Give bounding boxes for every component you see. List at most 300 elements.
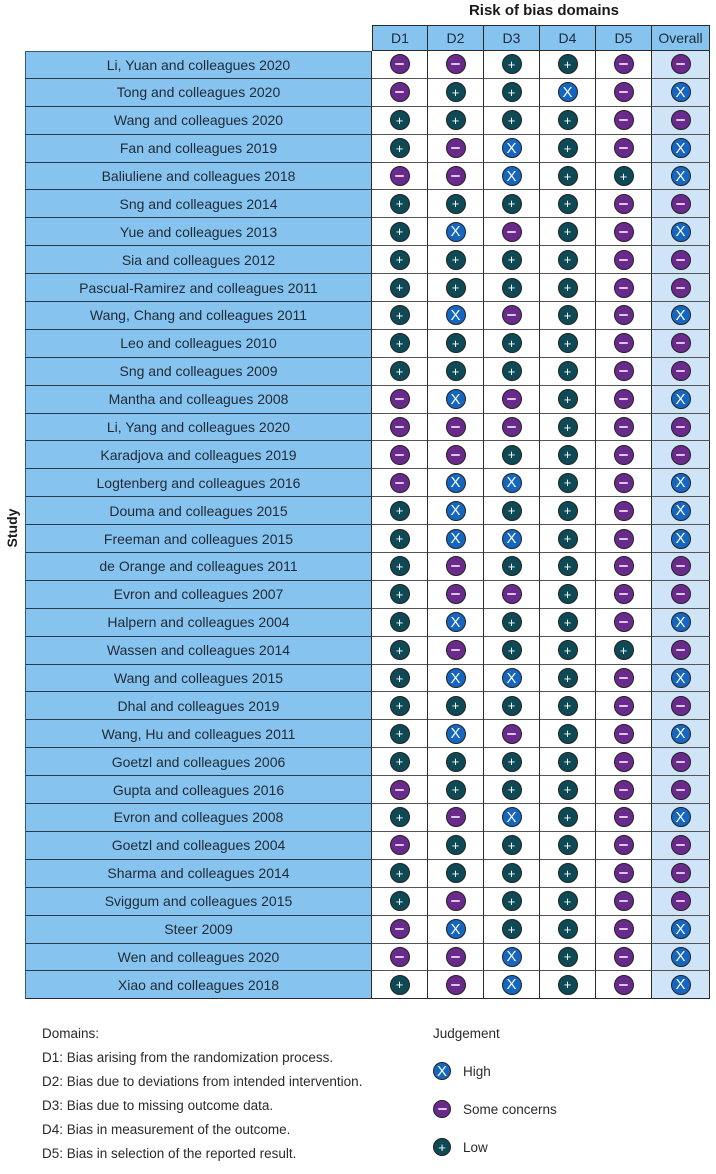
low-plus-icon: + (446, 250, 466, 270)
cell-d5 (596, 637, 652, 665)
some-concerns-minus-icon (433, 1100, 451, 1118)
some-concerns-minus-icon (446, 807, 466, 827)
low-plus-icon: + (558, 389, 578, 409)
high-x-icon: X (446, 529, 466, 549)
some-concerns-minus-icon (390, 445, 410, 465)
header-row (25, 25, 710, 51)
domain-description-d1: D1: Bias arising from the randomization process. (42, 1050, 334, 1065)
cell-d3 (484, 748, 540, 776)
cell-d4 (540, 246, 596, 274)
low-plus-icon: + (446, 333, 466, 353)
cell-d1 (372, 944, 428, 972)
study-name: Steer 2009 (25, 916, 372, 944)
table-row (25, 944, 710, 972)
cell-d2 (428, 888, 484, 916)
study-name: Wang and colleagues 2015 (25, 665, 372, 693)
cell-d1 (372, 441, 428, 469)
cell-d5 (596, 441, 652, 469)
cell-d2 (428, 79, 484, 107)
cell-overall (652, 330, 710, 358)
cell-d2 (428, 414, 484, 442)
some-concerns-minus-icon (614, 556, 634, 576)
cell-d1 (372, 581, 428, 609)
cell-d2 (428, 860, 484, 888)
some-concerns-minus-icon (614, 752, 634, 772)
cell-d1 (372, 218, 428, 246)
high-x-icon: X (446, 501, 466, 521)
high-x-icon: X (502, 473, 522, 493)
cell-d1 (372, 302, 428, 330)
some-concerns-minus-icon (390, 166, 410, 186)
high-x-icon: X (502, 975, 522, 995)
cell-d2 (428, 469, 484, 497)
low-plus-icon: + (558, 110, 578, 130)
some-concerns-minus-icon (671, 835, 691, 855)
cell-overall (652, 665, 710, 693)
cell-d3 (484, 497, 540, 525)
low-plus-icon: + (390, 110, 410, 130)
some-concerns-minus-icon (614, 54, 634, 74)
cell-d5 (596, 51, 652, 79)
some-concerns-minus-icon (502, 222, 522, 242)
cell-d4 (540, 107, 596, 135)
cell-d2 (428, 581, 484, 609)
low-plus-icon: + (558, 696, 578, 716)
low-plus-icon: + (558, 445, 578, 465)
some-concerns-minus-icon (671, 584, 691, 604)
high-x-icon: X (433, 1062, 451, 1080)
cell-d1 (372, 916, 428, 944)
table-row (25, 414, 710, 442)
cell-d5 (596, 944, 652, 972)
low-plus-icon: + (390, 138, 410, 158)
cell-overall (652, 916, 710, 944)
study-name: Dhal and colleagues 2019 (25, 692, 372, 720)
cell-overall (652, 386, 710, 414)
low-plus-icon: + (390, 361, 410, 381)
study-name: Li, Yang and colleagues 2020 (25, 414, 372, 442)
cell-d4 (540, 637, 596, 665)
cell-d2 (428, 665, 484, 693)
some-concerns-minus-icon (614, 361, 634, 381)
table-row (25, 358, 710, 386)
low-plus-icon: + (390, 668, 410, 688)
table-row (25, 51, 710, 79)
low-plus-icon: + (558, 166, 578, 186)
low-plus-icon: + (446, 696, 466, 716)
cell-overall (652, 358, 710, 386)
cell-d5 (596, 302, 652, 330)
cell-d2 (428, 748, 484, 776)
cell-d2 (428, 135, 484, 163)
cell-d2 (428, 832, 484, 860)
study-name: Goetzl and colleagues 2004 (25, 832, 372, 860)
cell-d5 (596, 720, 652, 748)
cell-overall (652, 414, 710, 442)
some-concerns-minus-icon (614, 668, 634, 688)
cell-d5 (596, 776, 652, 804)
judgement-legend (433, 1024, 557, 1174)
low-plus-icon: + (558, 807, 578, 827)
low-plus-icon: + (558, 278, 578, 298)
table-row (25, 665, 710, 693)
cell-d2 (428, 971, 484, 999)
cell-d4 (540, 218, 596, 246)
some-concerns-minus-icon (614, 473, 634, 493)
high-x-icon: X (671, 529, 691, 549)
cell-d3 (484, 916, 540, 944)
cell-d1 (372, 135, 428, 163)
cell-overall (652, 720, 710, 748)
some-concerns-minus-icon (390, 947, 410, 967)
cell-d2 (428, 246, 484, 274)
cell-d1 (372, 163, 428, 191)
some-concerns-minus-icon (446, 891, 466, 911)
cell-overall (652, 637, 710, 665)
study-name: Sviggum and colleagues 2015 (25, 888, 372, 916)
table-row (25, 246, 710, 274)
low-plus-icon: + (558, 473, 578, 493)
cell-d3 (484, 637, 540, 665)
low-plus-icon: + (433, 1138, 451, 1156)
some-concerns-minus-icon (614, 222, 634, 242)
some-concerns-minus-icon (614, 501, 634, 521)
study-name: Fan and colleagues 2019 (25, 135, 372, 163)
low-plus-icon: + (558, 250, 578, 270)
cell-d5 (596, 163, 652, 191)
some-concerns-minus-icon (446, 138, 466, 158)
cell-d4 (540, 581, 596, 609)
study-name: Yue and colleagues 2013 (25, 218, 372, 246)
study-name: de Orange and colleagues 2011 (25, 553, 372, 581)
study-name: Sia and colleagues 2012 (25, 246, 372, 274)
cell-d3 (484, 609, 540, 637)
cell-d5 (596, 860, 652, 888)
study-name: Sng and colleagues 2014 (25, 190, 372, 218)
cell-overall (652, 609, 710, 637)
low-plus-icon: + (446, 194, 466, 214)
study-name: Wen and colleagues 2020 (25, 944, 372, 972)
high-x-icon: X (671, 975, 691, 995)
some-concerns-minus-icon (502, 389, 522, 409)
study-name: Karadjova and colleagues 2019 (25, 441, 372, 469)
cell-d4 (540, 330, 596, 358)
cell-d3 (484, 971, 540, 999)
low-plus-icon: + (390, 752, 410, 772)
domain-description-d3: D3: Bias due to missing outcome data. (42, 1098, 274, 1113)
cell-d3 (484, 804, 540, 832)
column-header-d2: D2 (428, 25, 484, 51)
high-x-icon: X (446, 668, 466, 688)
cell-d4 (540, 190, 596, 218)
high-x-icon: X (446, 222, 466, 242)
cell-overall (652, 246, 710, 274)
cell-d3 (484, 414, 540, 442)
low-plus-icon: + (390, 556, 410, 576)
some-concerns-minus-icon (614, 584, 634, 604)
some-concerns-minus-icon (614, 333, 634, 353)
table-row (25, 497, 710, 525)
low-plus-icon: + (558, 752, 578, 772)
table-row (25, 79, 710, 107)
cell-d1 (372, 79, 428, 107)
cell-d3 (484, 525, 540, 553)
high-x-icon: X (671, 501, 691, 521)
cell-d4 (540, 609, 596, 637)
cell-overall (652, 776, 710, 804)
some-concerns-minus-icon (390, 919, 410, 939)
low-plus-icon: + (390, 529, 410, 549)
cell-d1 (372, 190, 428, 218)
cell-d5 (596, 692, 652, 720)
high-x-icon: X (671, 166, 691, 186)
low-plus-icon: + (446, 82, 466, 102)
cell-d4 (540, 832, 596, 860)
low-plus-icon: + (446, 835, 466, 855)
cell-d1 (372, 748, 428, 776)
low-plus-icon: + (558, 361, 578, 381)
cell-d3 (484, 190, 540, 218)
low-plus-icon: + (502, 835, 522, 855)
high-x-icon: X (502, 668, 522, 688)
some-concerns-minus-icon (671, 361, 691, 381)
cell-d4 (540, 497, 596, 525)
cell-d5 (596, 414, 652, 442)
cell-overall (652, 944, 710, 972)
cell-d4 (540, 692, 596, 720)
low-plus-icon: + (390, 863, 410, 883)
high-x-icon: X (446, 919, 466, 939)
cell-d4 (540, 302, 596, 330)
some-concerns-minus-icon (614, 110, 634, 130)
domains-legend-title: Domains: (42, 1026, 100, 1041)
cell-d4 (540, 916, 596, 944)
some-concerns-minus-icon (614, 724, 634, 744)
cell-d4 (540, 720, 596, 748)
table-row (25, 190, 710, 218)
high-x-icon: X (671, 807, 691, 827)
cell-d3 (484, 720, 540, 748)
low-plus-icon: + (558, 501, 578, 521)
cell-overall (652, 469, 710, 497)
cell-overall (652, 497, 710, 525)
some-concerns-minus-icon (671, 445, 691, 465)
some-concerns-minus-icon (502, 584, 522, 604)
low-plus-icon: + (558, 529, 578, 549)
cell-overall (652, 888, 710, 916)
cell-d5 (596, 497, 652, 525)
some-concerns-minus-icon (614, 305, 634, 325)
cell-d2 (428, 804, 484, 832)
high-x-icon: X (446, 473, 466, 493)
cell-d5 (596, 246, 652, 274)
table-row (25, 748, 710, 776)
high-x-icon: X (671, 138, 691, 158)
cell-d3 (484, 386, 540, 414)
table-row (25, 888, 710, 916)
cell-d2 (428, 637, 484, 665)
low-plus-icon: + (558, 919, 578, 939)
cell-d1 (372, 776, 428, 804)
low-plus-icon: + (390, 724, 410, 744)
low-plus-icon: + (502, 863, 522, 883)
legend-label-some-concerns: Some concerns (463, 1101, 557, 1117)
cell-d1 (372, 358, 428, 386)
some-concerns-minus-icon (671, 194, 691, 214)
cell-d3 (484, 832, 540, 860)
some-concerns-minus-icon (614, 975, 634, 995)
cell-d3 (484, 581, 540, 609)
low-plus-icon: + (390, 250, 410, 270)
study-name: Wassen and colleagues 2014 (25, 637, 372, 665)
cell-d1 (372, 246, 428, 274)
high-x-icon: X (671, 919, 691, 939)
some-concerns-minus-icon (390, 473, 410, 493)
low-plus-icon: + (558, 947, 578, 967)
study-name: Gupta and colleagues 2016 (25, 776, 372, 804)
low-plus-icon: + (558, 891, 578, 911)
cell-d4 (540, 665, 596, 693)
low-plus-icon: + (390, 333, 410, 353)
cell-d2 (428, 441, 484, 469)
low-plus-icon: + (558, 835, 578, 855)
cell-d1 (372, 804, 428, 832)
low-plus-icon: + (502, 445, 522, 465)
cell-d2 (428, 51, 484, 79)
high-x-icon: X (671, 668, 691, 688)
cell-d4 (540, 971, 596, 999)
study-name: Douma and colleagues 2015 (25, 497, 372, 525)
low-plus-icon: + (446, 278, 466, 298)
some-concerns-minus-icon (614, 417, 634, 437)
cell-d4 (540, 776, 596, 804)
low-plus-icon: + (390, 612, 410, 632)
judgement-legend-title: Judgement (433, 1026, 500, 1041)
some-concerns-minus-icon (614, 389, 634, 409)
cell-d5 (596, 107, 652, 135)
low-plus-icon: + (558, 612, 578, 632)
table-row (25, 637, 710, 665)
cell-overall (652, 218, 710, 246)
cell-d4 (540, 553, 596, 581)
cell-overall (652, 804, 710, 832)
table-row (25, 218, 710, 246)
cell-d3 (484, 246, 540, 274)
low-plus-icon: + (558, 640, 578, 660)
table-row (25, 581, 710, 609)
legend-label-high: High (463, 1063, 491, 1079)
low-plus-icon: + (614, 166, 634, 186)
high-x-icon: X (671, 305, 691, 325)
cell-d5 (596, 469, 652, 497)
low-plus-icon: + (390, 222, 410, 242)
high-x-icon: X (671, 612, 691, 632)
high-x-icon: X (502, 166, 522, 186)
cell-d4 (540, 79, 596, 107)
study-name: Sng and colleagues 2009 (25, 358, 372, 386)
low-plus-icon: + (502, 54, 522, 74)
cell-d4 (540, 944, 596, 972)
cell-d2 (428, 776, 484, 804)
cell-overall (652, 135, 710, 163)
cell-d3 (484, 441, 540, 469)
cell-overall (652, 190, 710, 218)
some-concerns-minus-icon (671, 54, 691, 74)
low-plus-icon: + (502, 250, 522, 270)
cell-d4 (540, 441, 596, 469)
column-header-d1: D1 (372, 25, 428, 51)
column-header-overall: Overall (652, 25, 710, 51)
cell-d1 (372, 860, 428, 888)
column-header-d5: D5 (596, 25, 652, 51)
low-plus-icon: + (558, 556, 578, 576)
some-concerns-minus-icon (614, 780, 634, 800)
some-concerns-minus-icon (671, 780, 691, 800)
low-plus-icon: + (502, 891, 522, 911)
study-name: Logtenberg and colleagues 2016 (25, 469, 372, 497)
low-plus-icon: + (558, 863, 578, 883)
legend-item-low (433, 1136, 557, 1158)
domain-description-d5: D5: Bias in selection of the reported result. (42, 1146, 297, 1161)
low-plus-icon: + (502, 278, 522, 298)
legend-label-low: Low (463, 1139, 488, 1155)
some-concerns-minus-icon (502, 724, 522, 744)
high-x-icon: X (671, 82, 691, 102)
cell-d3 (484, 163, 540, 191)
some-concerns-minus-icon (671, 278, 691, 298)
low-plus-icon: + (502, 110, 522, 130)
some-concerns-minus-icon (614, 919, 634, 939)
table-row (25, 441, 710, 469)
low-plus-icon: + (558, 668, 578, 688)
low-plus-icon: + (502, 752, 522, 772)
some-concerns-minus-icon (671, 110, 691, 130)
cell-d1 (372, 971, 428, 999)
some-concerns-minus-icon (446, 947, 466, 967)
cell-d3 (484, 330, 540, 358)
some-concerns-minus-icon (390, 54, 410, 74)
cell-d1 (372, 386, 428, 414)
high-x-icon: X (671, 389, 691, 409)
cell-d2 (428, 163, 484, 191)
low-plus-icon: + (446, 752, 466, 772)
low-plus-icon: + (558, 333, 578, 353)
high-x-icon: X (502, 807, 522, 827)
low-plus-icon: + (446, 863, 466, 883)
low-plus-icon: + (558, 305, 578, 325)
cell-d5 (596, 330, 652, 358)
column-header-d4: D4 (540, 25, 596, 51)
low-plus-icon: + (390, 278, 410, 298)
low-plus-icon: + (502, 919, 522, 939)
some-concerns-minus-icon (614, 194, 634, 214)
cell-d2 (428, 358, 484, 386)
cell-d1 (372, 637, 428, 665)
cell-d4 (540, 414, 596, 442)
high-x-icon: X (558, 82, 578, 102)
table-row (25, 776, 710, 804)
low-plus-icon: + (502, 780, 522, 800)
cell-d3 (484, 776, 540, 804)
some-concerns-minus-icon (614, 863, 634, 883)
risk-of-bias-table (25, 25, 710, 999)
some-concerns-minus-icon (446, 584, 466, 604)
table-row (25, 916, 710, 944)
high-x-icon: X (446, 612, 466, 632)
high-x-icon: X (502, 947, 522, 967)
low-plus-icon: + (558, 724, 578, 744)
low-plus-icon: + (390, 640, 410, 660)
